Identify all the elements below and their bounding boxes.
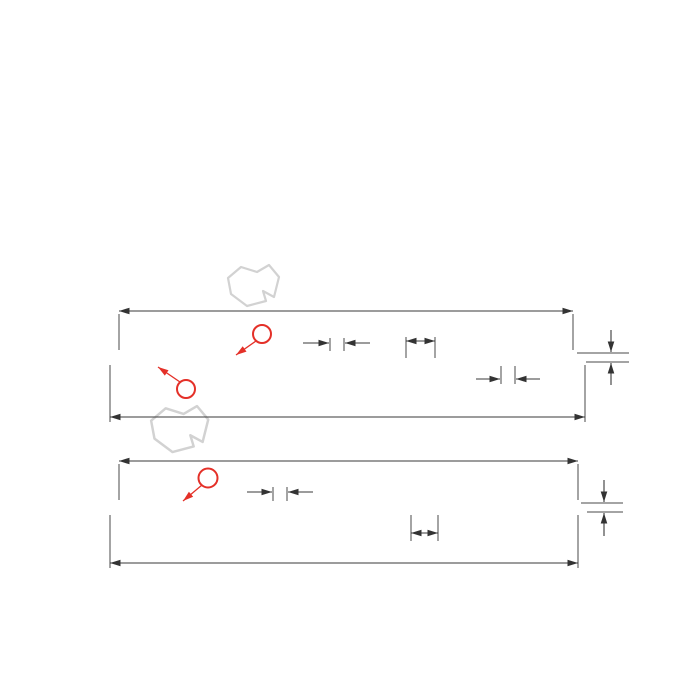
profile-section-a — [110, 311, 629, 422]
badge-circle — [253, 325, 271, 343]
side-b-badge — [236, 325, 271, 355]
badge-circle — [177, 380, 195, 398]
watermark-upper — [228, 265, 279, 306]
leader-line — [236, 341, 256, 355]
side-a-badge — [158, 367, 195, 398]
profile-section-r — [110, 461, 623, 568]
watermark-lower — [151, 406, 208, 452]
leader-line — [158, 367, 180, 382]
side-r-badge — [183, 469, 218, 502]
metal-profil-logo-icon — [228, 265, 279, 306]
metal-profil-logo-icon — [151, 406, 208, 452]
badge-circle — [199, 469, 218, 488]
leader-line — [183, 485, 202, 501]
